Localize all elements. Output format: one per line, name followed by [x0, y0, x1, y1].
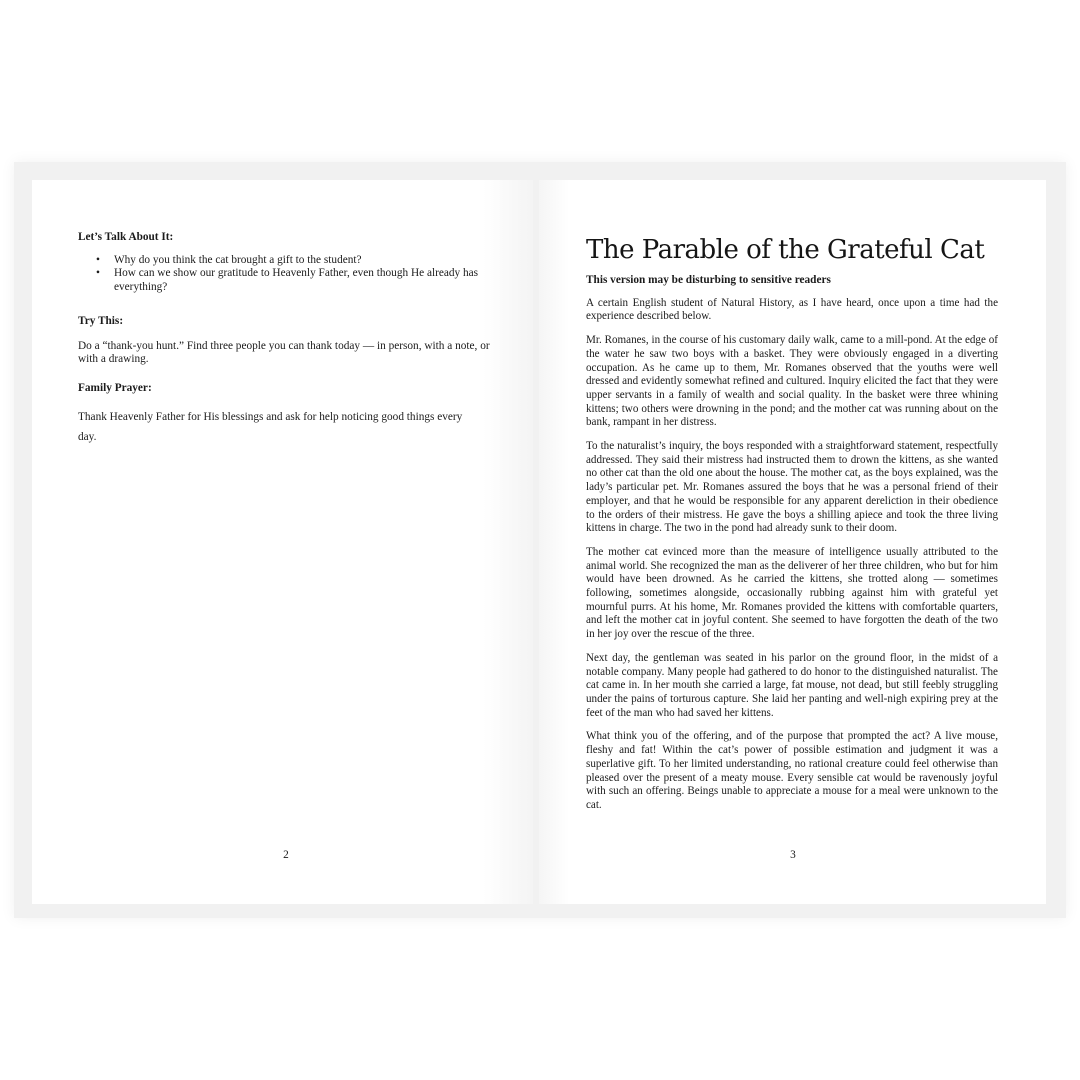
page-number-left: 2 [283, 849, 289, 861]
prayer-heading: Family Prayer: [78, 381, 152, 394]
prayer-text: Thank Heavenly Father for His blessings and ask for help noticing good things every day. [78, 411, 463, 443]
discussion-question: • Why do you think the cat brought a gift to the student? [114, 254, 498, 268]
page-number-right: 3 [790, 849, 796, 861]
story-paragraph: A certain English student of Natural History, as I have heard, once upon a time had the experience described below. [586, 296, 998, 323]
story-title: The Parable of the Grateful Cat [586, 235, 985, 265]
story-paragraph: What think you of the offering, and of the purpose that prompted the act? A live mouse, fleshy and fat! Within the cat’s power of possible estimation and judgment it was a superlative gift. To her limited understanding, no rational creature could feel otherwise than pleased over the present of a meaty mouse. Every sensible cat would be ravenously joyful with such an offering. Beings unable to appreciate a mouse for a meal were unknown to the cat. [586, 730, 998, 811]
discussion-questions [78, 254, 498, 295]
story-paragraph: Mr. Romanes, in the course of his customary daily walk, came to a mill-pond. At the edge of the water he saw two boys with a basket. They were obviously engaged in a diverting occupation. As he came up to them, Mr. Romanes observed that the youths were well dressed and evidently somewhat refined and cultured. Inquiry elicited the fact that they were upper servants in a family of wealth and social quality. In the basket were three whining kittens; two others were drowning in the pond; and the mother cat was running about on the bank, rampant in her distress. [586, 334, 998, 429]
story-paragraph: To the naturalist’s inquiry, the boys responded with a straightforward statement, respectfully addressed. They said their mistress had instructed them to drown the kittens, as she wanted no other cat than the old one about the house. The mother cat, as the boys explained, was the lady’s particular pet. Mr. Romanes assured the boys that he was a personal friend of their employer, and that he would be responsible for any apparent dereliction in their obedience to the orders of their mistress. He gave the boys a shilling apiece and took the three living kittens in charge. The two in the pond had already sunk to their doom. [586, 440, 998, 535]
story-paragraph: The mother cat evinced more than the measure of intelligence usually attributed to the animal world. She recognized the man as the deliverer of her three children, who but for him would have been drowned. As he carried the kittens, she trotted along — sometimes following, sometimes alongside, occasionally rubbing against him with grateful yet mournful purrs. At his home, Mr. Romanes provided the kittens with comfortable quarters, and left the mother cat in joyful content. She seemed to have forgotten the death of the two in her joy over the rescue of the three. [586, 545, 998, 641]
right-page-content [586, 233, 998, 813]
left-page-content [78, 231, 498, 447]
discussion-question: • How can we show our gratitude to Heavenly Father, even though He already has everything? [114, 267, 498, 294]
talk-heading: Let’s Talk About It: [78, 231, 174, 243]
content-warning: This version may be disturbing to sensitive readers [586, 274, 831, 286]
try-heading: Try This: [78, 315, 124, 327]
right-page [539, 180, 1046, 904]
story-paragraph: Next day, the gentleman was seated in his parlor on the ground floor, in the midst of a notable company. Many people had gathered to do honor to the distinguished naturalist. The cat came in. In her mouth she carried a large, fat mouse, not dead, but still feebly struggling under the pains of torturous capture. She laid her panting and well-nigh expiring prey at the feet of the man who had saved her kittens. [586, 651, 998, 719]
left-page [32, 180, 533, 904]
try-text: Do a “thank-you hunt.” Find three people you can thank today — in person, with a note, or with a drawing. [78, 339, 490, 365]
